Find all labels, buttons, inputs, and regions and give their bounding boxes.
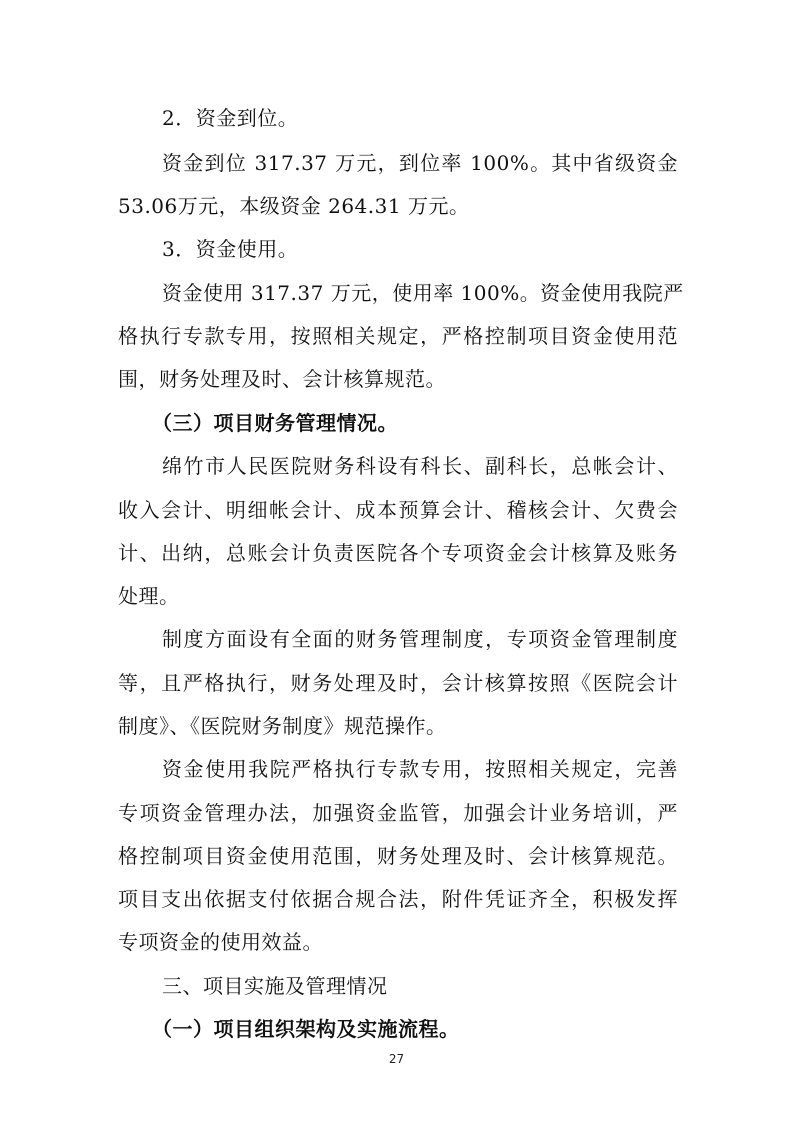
paragraph-line: 项目支出依据支付依据合规合法，附件凭证齐全，积极发挥 bbox=[118, 887, 678, 911]
paragraph-line: 等，且严格执行，财务处理及时，会计核算按照《医院会计 bbox=[118, 671, 678, 695]
paragraph-line: 制度方面设有全面的财务管理制度，专项资金管理制度 bbox=[162, 627, 678, 651]
paragraph-line: 资金到位 317.37 万元，到位率 100%。其中省级资金 bbox=[162, 151, 678, 175]
paragraph-line: 专项资金的使用效益。 bbox=[118, 930, 323, 954]
paragraph-line: 专项资金管理办法，加强资金监管，加强会计业务培训，严 bbox=[118, 801, 678, 825]
paragraph-line: 格控制项目资金使用范围，财务处理及时、会计核算规范。 bbox=[118, 844, 678, 868]
subsection-title-funds-usage: 3．资金使用。 bbox=[162, 237, 299, 261]
section-heading-financial-management: （三）项目财务管理情况。 bbox=[152, 411, 398, 435]
subsection-title-funds-arrival: 2．资金到位。 bbox=[162, 106, 299, 130]
paragraph-line: 制度》、《医院财务制度》规范操作。 bbox=[118, 714, 447, 738]
paragraph-line: 收入会计、明细帐会计、成本预算会计、稽核会计、欠费会 bbox=[118, 498, 678, 522]
paragraph-line: 围，财务处理及时、会计核算规范。 bbox=[118, 367, 446, 391]
paragraph-line: 格执行专款专用，按照相关规定，严格控制项目资金使用范 bbox=[118, 324, 678, 348]
chapter-heading-implementation: 三、项目实施及管理情况 bbox=[162, 974, 388, 998]
paragraph-line: 资金使用 317.37 万元，使用率 100%。资金使用我院严 bbox=[162, 281, 684, 305]
paragraph-line: 处理。 bbox=[118, 584, 180, 608]
paragraph-line: 53.06万元，本级资金 264.31 万元。 bbox=[118, 194, 470, 218]
paragraph-line: 计、出纳，总账会计负责医院各个专项资金会计核算及账务 bbox=[118, 541, 678, 565]
section-heading-organization: （一）项目组织架构及实施流程。 bbox=[152, 1017, 460, 1041]
paragraph-line: 资金使用我院严格执行专款专用，按照相关规定，完善 bbox=[162, 757, 678, 781]
paragraph-line: 绵竹市人民医院财务科设有科长、副科长，总帐会计、 bbox=[162, 454, 678, 478]
page-number: 27 bbox=[388, 1052, 405, 1066]
